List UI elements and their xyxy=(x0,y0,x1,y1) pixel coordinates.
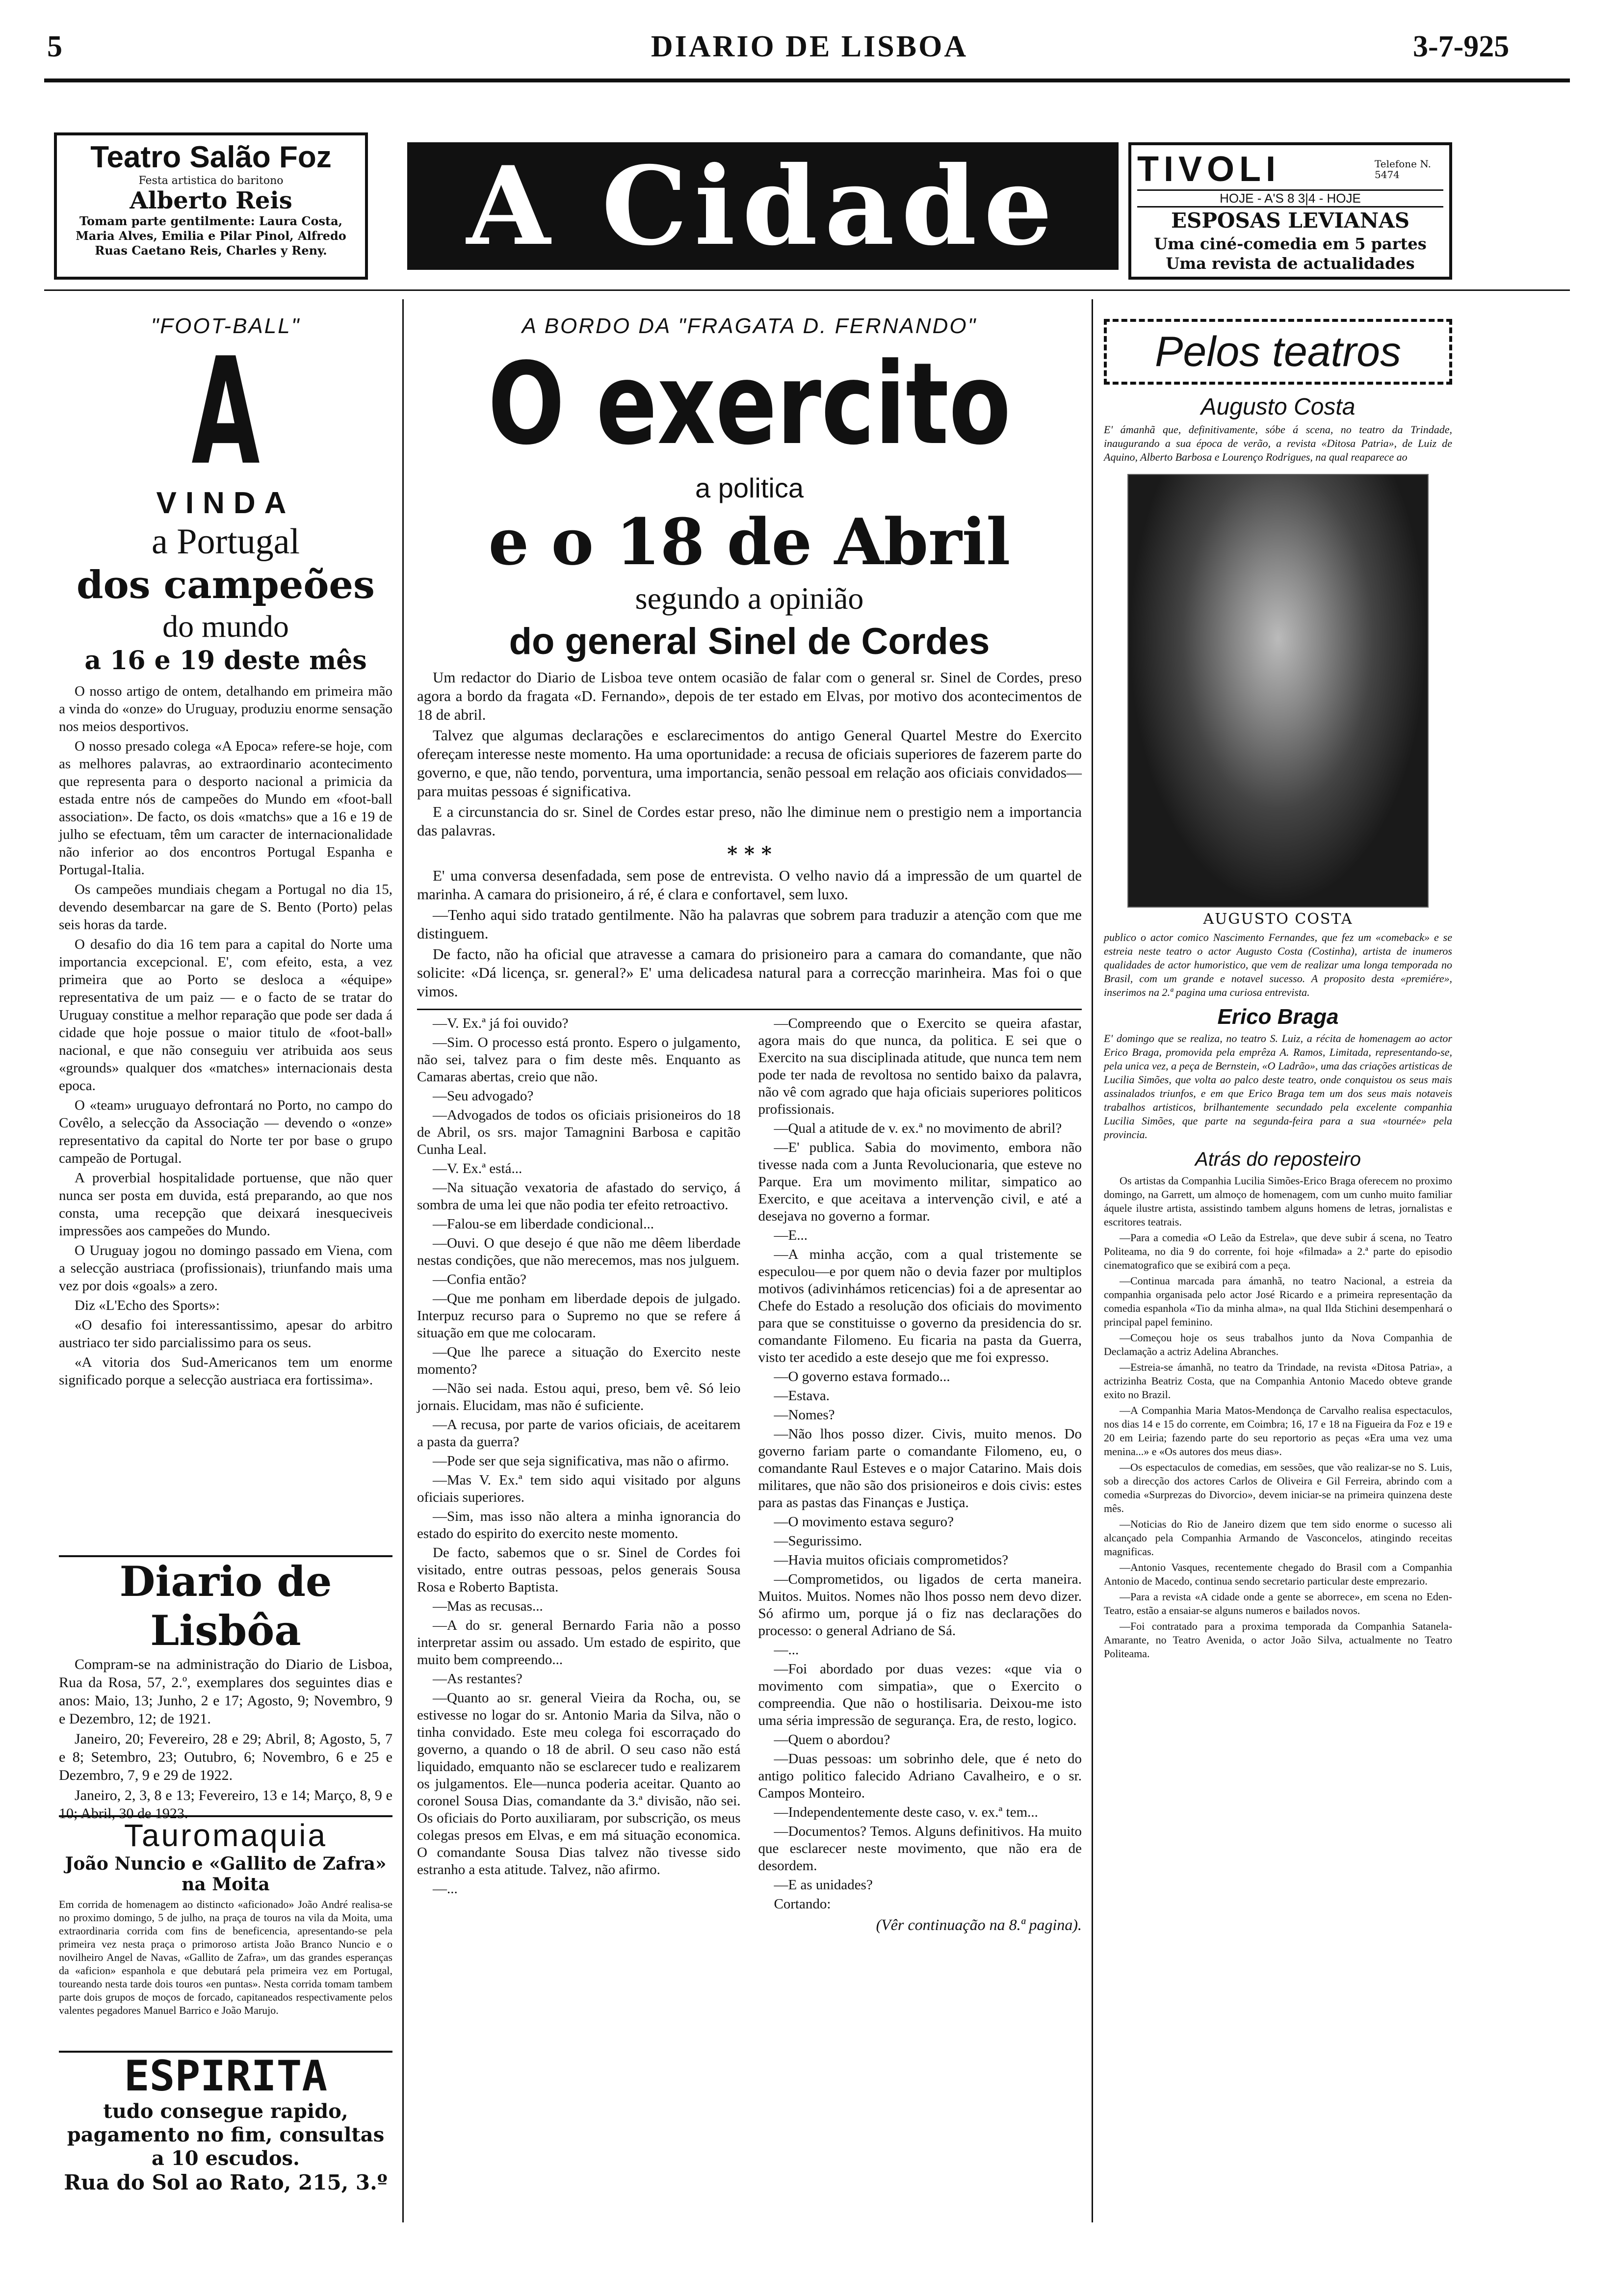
paragraph: —O governo estava formado... xyxy=(774,1369,950,1384)
article-divider xyxy=(417,1009,1082,1010)
center-column xyxy=(417,314,1082,1934)
paragraph: —Quanto ao sr. general Vieira da Rocha, ou, se estivesse no logar do sr. Antonio Maria da Silva, não o tinha convidado. Este meu colega foi escorraçado do governo, a quando o 18 de abril. O seu caso não está liquidado, emquanto não se esclarecer tudo e realizarem os julgamentos. Ele—nunca poderia aceitar. Quanto ao coronel Sousa Dias, comandante da 3.ª divisão, não sei. Os oficiais do Porto auxiliaram, por subscrição, os meus colegas presos em Elvas, e em má situação economica. O comandante Sousa Dias talvez não tivesse sido estranho a esta atitude. Talvez, não afirmo. xyxy=(417,1690,741,1878)
headline-line: do mundo xyxy=(162,609,289,644)
paragraph: —Noticias do Rio de Janeiro dizem que tem sido enorme o sucesso ali alcançado pela Companhia Armando de Vasconcelos, atingindo receitas magnificas. xyxy=(1104,1518,1452,1558)
paragraph: Os campeões mundiais chegam a Portugal no dia 15, devendo desembarcar na gare de S. Bento (Porto) pelas seis horas da tarde. xyxy=(59,882,392,933)
paragraph: —Comprometidos, ou ligados de certa maneira. Muitos. Muitos. Nomes não lhos posso nem devo dizer. Só afirmo um, porque já o fiz nas declarações do processo: o general Adriano de Sá. xyxy=(758,1571,1082,1639)
headline-deck: e o 18 de Abril xyxy=(488,504,1011,579)
paragraph: Janeiro, 2, 3, 8 e 13; Fevereiro, 13 e 14; Março, 8, 9 e 10; Abril, 30 de 1923. xyxy=(59,1787,392,1822)
subheading: Erico Braga xyxy=(1217,1005,1339,1029)
ad-line: Uma ciné-comedia em 5 partes xyxy=(1154,235,1427,253)
ad-tivoli xyxy=(1128,142,1452,280)
section-body: E' ámanhã que, definitivamente, sóbe á scena, no teatro da Trindade, inaugurando a sua época de verão, a revista «Ditosa Patria», de Luiz de Aquino, Alberto Barbosa e Lourenço Rodrigues, na qual reaparece ao xyxy=(1104,423,1452,463)
kicker: "FOOT-BALL" xyxy=(151,314,301,338)
paragraph: —As restantes? xyxy=(433,1671,522,1687)
paragraph: De facto, sabemos que o sr. Sinel de Cordes foi visitado, entre outras pessoas, pelos generais Sousa Rosa e Roberto Baptista. xyxy=(417,1545,741,1595)
ad-film: ESPOSAS LEVIANAS xyxy=(1171,209,1410,233)
paragraph: O «team» uruguayo defrontará no Porto, no campo do Covêlo, a selecção da Associação — devendo o «onze» representativo da capital do Norte ter por base o grupo campeão de Portugal. xyxy=(59,1097,392,1166)
paragraph: —A do sr. general Bernardo Faria não a posso interpretar assim ou assado. Um estado de espirito, que muito bem compreendo... xyxy=(417,1618,741,1668)
paragraph: —Foi contratado para a proxima temporada da Companhia Satanela-Amarante, no Teatro Avenida, o actor João Silva, actualmente no Teatro Politeama. xyxy=(1104,1620,1452,1660)
subheading: Atrás do reposteiro xyxy=(1195,1148,1361,1170)
paragraph: —Tenho aqui sido tratado gentilmente. Não ha palavras que sobrem para traduzir a atenção com que me distinguem. xyxy=(417,906,1082,942)
paragraph: Talvez que algumas declarações e esclarecimentos do antigo General Quartel Mestre do Exercito ofereçam interesse neste momento. Ha uma oportunidade: a recusa de oficiais superiores de fazerem parte do governo, e que, não tendo, porventura, uma importancia, senão pessoal em relação aos oficiais convidados—para muitas pessoas é significativa. xyxy=(417,727,1082,800)
page-number: 5 xyxy=(47,30,62,63)
dl-ad xyxy=(59,1555,392,1825)
headline-line: a Portugal xyxy=(151,522,300,562)
header-bottom-rule xyxy=(44,289,1570,291)
section-heading: Pelos teatros xyxy=(1104,319,1452,385)
paragraph: —V. Ex.ª já foi ouvido? xyxy=(433,1016,569,1031)
paragraph: —Falou-se em liberdade condicional... xyxy=(433,1216,654,1232)
paragraph: —E... xyxy=(774,1227,808,1243)
paragraph: O nosso presado colega «A Epoca» refere-se hoje, com as melhores palavras, ao extraordinario acontecimento que representa para o desporto nacional a primicia da estada entre nós de campeões do Mundo em «foot-ball association». De facto, os dois «matchs» que a 16 e 19 de julho se efectuam, têm um caracter de internacionalidade não inferior ao dos encontros Portugal Espanha e Portugal-Italia. xyxy=(59,738,392,878)
paragraph: —Independentemente deste caso, v. ex.ª tem... xyxy=(774,1804,1038,1820)
tauromaquia xyxy=(59,1815,392,2017)
paragraph: —Começou hoje os seus trabalhos junto da Nova Companhia de Declamação a actriz Adelina Abranches. xyxy=(1104,1331,1452,1357)
paragraph: —Havia muitos oficiais comprometidos? xyxy=(774,1552,1009,1568)
paragraph: —A minha acção, com a qual tristemente se especulou—e por quem não o devia fazer por multiplos motivos (adivinhámos reticencias) foi a de apresentar ao Chefe do Estado a resolução dos oficiais do movimento para que se constituisse o governo da presidencia do sr. comandante Filomeno. Eu ficaria na pasta da Guerra, visto ter acedido a este desejo que me foi expresso. xyxy=(758,1247,1082,1365)
headline-vinda: VINDA xyxy=(156,486,295,520)
section-sub: João Nuncio e «Gallito de Zafra» na Moita xyxy=(65,1853,387,1895)
photo-caption: AUGUSTO COSTA xyxy=(1203,911,1353,928)
ad-title: ESPIRITA xyxy=(59,2051,392,2100)
ad-artist: Alberto Reis xyxy=(130,187,292,214)
left-column xyxy=(59,314,392,1391)
paragraph: —Na situação vexatoria de afastado do serviço, á sombra de uma lei que não podia ter efeito retroactivo. xyxy=(417,1180,741,1213)
headline-deck: segundo a opinião xyxy=(635,581,864,616)
paragraph: —Seu advogado? xyxy=(433,1088,534,1104)
paragraph: —Segurissimo. xyxy=(774,1533,862,1549)
paragraph: —Qual a atitude de v. ex.ª no movimento de abril? xyxy=(774,1121,1062,1136)
ad-time: HOJE - A'S 8 3|4 - HOJE xyxy=(1137,189,1443,208)
section-body: Em corrida de homenagem ao distincto «aficionado» João André realisa-se no proximo domingo, 5 de julho, na praça de touros na vila da Moita, uma extraordinaria corrida com fins de beneficencia, apresentando-se pela primeira vez nesta praça o primoroso artista João Branco Nuncio e o novilheiro Angel de Navas, «Gallito de Zafra», um das grandes esperanças da «aficion» espanhola e que debutará pela primeira vez em Portugal, toureando nesta tarde dois touros «en puntas». Nesta corrida tomam tambem parte dois grupos de moços de forcado, capitaneados respectivamente pelos valentes pegadores Manuel Barrico e João Marujo. xyxy=(59,1898,392,2016)
paragraph: De facto, não ha oficial que atravesse a camara do prisioneiro para a camara do comandante, que não solicite: «Dá licença, sr. general?» E' uma delicadesa natural para a correcção marinheira. Mas foi o que vimos. xyxy=(417,945,1082,1000)
paragraph: —A Companhia Maria Matos-Mendonça de Carvalho realisa espectaculos, nos dias 14 e 15 do corrente, em Coimbra; 16, 17 e 18 na Figueira da Foz e 19 e 20 em Leiria; fazendo parte do seu reportorio as peças «Era uma vez uma menina...» e «Os autores dos meus dias». xyxy=(1104,1404,1452,1458)
paragraph: —Antonio Vasques, recentemente chegado do Brasil com a Companhia Antonio de Macedo, continua sendo secretario particular deste emprezario. xyxy=(1104,1561,1452,1587)
kicker: A BORDO DA "FRAGATA D. FERNANDO" xyxy=(522,314,977,338)
paragraph: Compram-se na administração do Diario de Lisboa, Rua da Rosa, 57, 2.º, exemplares dos seguintes dias e anos: Maio, 13; Junho, 2 e 17; Agosto, 9; Novembro, 9 e Dezembro, 12; de 1921. xyxy=(59,1656,392,1727)
paragraph: —Advogados de todos os oficiais prisioneiros do 18 de Abril, os srs. major Tamagnini Barbosa e capitão Cunha Leal. xyxy=(417,1107,741,1157)
paragraph: —Sim, mas isso não altera a minha ignorancia do estado do espirito do exercito neste momento. xyxy=(417,1509,741,1541)
paragraph: —Mas V. Ex.ª tem sido aqui visitado por alguns oficiais superiores. xyxy=(417,1472,741,1505)
portrait-photo xyxy=(1127,474,1429,908)
paragraph: —E' publica. Sabia do movimento, embora não tivesse nada com a Junta Revolucionaria, que esteve no Parque. Era um movimento militar, simpatico ao Exercito, e que aceitava a intervenção civil, e até a desejava no governo a formar. xyxy=(758,1140,1082,1224)
paragraph: —E as unidades? xyxy=(774,1877,873,1893)
paragraph: E a circunstancia do sr. Sinel de Cordes estar preso, não lhe diminue nem o prestigio nem a importancia das palavras. xyxy=(417,803,1082,839)
paragraph: Os artistas da Companhia Lucilia Simões-Erico Braga oferecem no proximo domingo, na Garrett, um almoço de homenagem, com um cunho muito familiar áquele ilustre artista, assistindo tambem alguns homens de letras, jornalistas e escritores teatrais. xyxy=(1104,1174,1452,1228)
headline-deck: a politica xyxy=(695,472,804,503)
paragraph: Um redactor do Diario de Lisboa teve ontem ocasião de falar com o general sr. Sinel de Cordes, preso agora a bordo da fragata «D. Fernando», depois de ter estado em Elvas, por motivo dos acontecimentos de 18 de abril. xyxy=(417,669,1082,723)
paragraph: —Sim. O processo está pronto. Espero o julgamento, não sei, talvez para o fim deste mês. Enquanto as Camaras abertas, creio que não. xyxy=(417,1035,741,1085)
article-intro-2 xyxy=(417,866,1082,1001)
right-column xyxy=(1104,319,1452,1663)
ad-line: Festa artistica do baritono xyxy=(138,175,284,187)
ad-details: Tomam parte gentilmente: Laura Costa, Maria Alves, Emilia e Pilar Pinol, Alfredo Ruas Caetano Reis, Charles y Reny. xyxy=(76,214,346,258)
ad-line: Uma revista de actualidades xyxy=(1166,254,1415,273)
paragraph: —Foi abordado por duas vezes: «que via o movimento com simpatia», que o Exercito o compreendia. Que não o hostilisaria. Deixou-me isto uma séria impressão de segurança. Era, de resto, logico. xyxy=(758,1661,1082,1728)
paragraph: —Pode ser que seja significativa, mas não o afirmo. xyxy=(433,1453,730,1469)
section-title: Tauromaquia xyxy=(59,1815,392,1853)
ad-title: TIVOLI xyxy=(1137,150,1280,189)
section-body: publico o actor comico Nascimento Fernandes, que fez um «comeback» e se estreia neste teatro o actor Augusto Costa (Costinha), artista de inumeros qualidades de actor humoristico, que vem de realizar uma longa temporada no Brasil, com um grande e notavel sucesso. A proposito desta «premiére», inserimos na 2.ª pagina uma curiosa entrevista. xyxy=(1104,931,1452,998)
paragraph: A proverbial hospitalidade portuense, que não quer nunca ser posta em duvida, está preparando, ao que nos consta, uma recepção que deixará inesqueciveis impressões aos campeões do Mundo. xyxy=(59,1170,392,1239)
paragraph: «O desafio foi interessantissimo, apesar do arbitro austriaco ter sido parcialissimo para os seus. xyxy=(59,1317,392,1351)
paragraph: —Para a comedia «O Leão da Estrela», que deve subir á scena, no Teatro Politeama, no dia 9 do corrente, foi hoje «filmada» a 2.ª parte do episodio cinematografico que se exibirá com a peça. xyxy=(1104,1231,1452,1271)
dl-logo: Diario de Lisbôa xyxy=(59,1555,392,1655)
ad-line: Rua do Sol ao Rato, 215, 3.º xyxy=(64,2170,388,2194)
paragraph: —V. Ex.ª está... xyxy=(433,1161,522,1176)
paragraph: —Mas as recusas... xyxy=(433,1598,543,1614)
ad-teatro-foz xyxy=(54,132,368,280)
paragraph: —O movimento estava seguro? xyxy=(774,1514,954,1530)
paragraph: —Quem o abordou? xyxy=(774,1732,890,1748)
paragraph: —Documentos? Temos. Alguns definitivos. Ha muito que esclarecer neste movimento, que não era de desordem. xyxy=(758,1824,1082,1874)
paragraph: —Para a revista «A cidade onde a gente se aborrece», em scena no Eden-Teatro, estão a ensaiar-se alguns numeros e bailados novos. xyxy=(1104,1591,1452,1617)
paragraph: O nosso artigo de ontem, detalhando em primeira mão a vinda do «onze» do Uruguay, produziu enorme sensação nos meios desportivos. xyxy=(59,683,392,734)
headline-big-a: A xyxy=(191,326,260,497)
paragraph: —Confia então? xyxy=(433,1272,526,1287)
paragraph: Janeiro, 20; Fevereiro, 28 e 29; Abril, 8; Agosto, 5, 7 e 8; Setembro, 23; Outubro, 6; Novembro, 6 e 25 e Dezembro, 7, 9 e 29 de 1922. xyxy=(59,1731,392,1783)
subheading: Augusto Costa xyxy=(1200,394,1356,420)
paragraph: —Que lhe parece a situação do Exercito neste momento? xyxy=(417,1344,741,1377)
paragraph: —Ouvi. O que desejo é que não me dêem liberdade nestas condições, que não merecemos, mas nos julguem. xyxy=(417,1235,741,1268)
headline-line: a 16 e 19 deste mês xyxy=(84,646,367,676)
headline-main: O exercito xyxy=(488,339,1011,470)
section-body xyxy=(1104,1174,1452,1661)
ad-title: Teatro Salão Foz xyxy=(90,140,332,174)
newspaper-name: DIARIO DE LISBOA xyxy=(651,30,968,63)
paragraph: —A recusa, por parte de varios oficiais, de aceitarem a pasta da guerra? xyxy=(417,1417,741,1450)
paragraph: —Compreendo que o Exercito se queira afastar, agora mais do que nunca, da politica. E sei que o Exercito na sua disciplinada atitude, que nunca tem nem pode ter nada de revoltosa no sentido baixo da palavra, não vê com agrado que haja oficiais superiores politicos profissionais. xyxy=(758,1016,1082,1117)
paragraph: O desafio do dia 16 tem para a capital do Norte uma importancia excepcional. E', com efeito, esta, a vez primeira que ao Porto se desloca a «équipe» representativa de um paiz — e o facto de se tratar do Uruguay constitue a melhor reparação que pode ser dada á cidade que hoje possue o maior titulo de «foot-ball» nacional, e que não conseguiu ver atribuida aos seus «grounds» qualquer dos «matches» internacionais desta epoca. xyxy=(59,937,392,1094)
paragraph: —Duas pessoas: um sobrinho dele, que é neto do antigo politico falecido Adriano Cavalheiro, e o sr. Campos Monteiro. xyxy=(758,1751,1082,1801)
separator-stars: * * * xyxy=(727,842,772,865)
headline-deck: do general Sinel de Cordes xyxy=(509,621,990,662)
ad-phone: Telefone N. 5474 xyxy=(1375,158,1431,181)
ad-line: tudo consegue rapido, pagamento no fim, consultas a 10 escudos. xyxy=(67,2100,385,2170)
paragraph: Diz «L'Echo des Sports»: xyxy=(75,1298,220,1313)
paragraph: O Uruguay jogou no domingo passado em Viena, com a selecção austriaca (profissionais), triunfando mais uma vez por dois «goals» a zero. xyxy=(59,1243,392,1294)
article-intro xyxy=(417,668,1082,840)
paragraph: —Continua marcada para ámanhã, no teatro Nacional, a estreia da companhia organisada pelo actor José Ricardo e a primeira representação da comedia espanhola «Tio da minha alma», na qual Ilda Stichini desempenhará o principal papel feminino. xyxy=(1104,1275,1452,1328)
paragraph: —... xyxy=(774,1642,799,1658)
paragraph: «A vitoria dos Sud-Americanos tem um enorme significado porque a selecção austriaca era fortissima». xyxy=(59,1355,392,1388)
paragraph: —Não lhos posso dizer. Civis, muito menos. Do governo fariam parte o comandante Filomeno, eu, o comandante Raul Esteves e o major Catarino. Mais dois militares, que não são dos prisioneiros e dois civis: estes para as pastas das Finanças e Justiça. xyxy=(758,1426,1082,1511)
article-body xyxy=(59,682,392,1389)
paragraph: —Nomes? xyxy=(774,1407,835,1423)
paragraph: —Não sei nada. Estou aqui, preso, bem vê. Só leio jornais. Elucidam, mas não é suficiente. xyxy=(417,1381,741,1413)
ad-espirita xyxy=(59,2051,392,2195)
paragraph: —... xyxy=(433,1881,458,1897)
paragraph: —Estava. xyxy=(774,1388,830,1404)
continuation-note: (Vêr continuação na 8.ª pagina). xyxy=(876,1916,1082,1933)
top-rule xyxy=(44,78,1570,82)
headline-line: dos campeões xyxy=(77,563,375,607)
paragraph: —Estreia-se ámanhã, no teatro da Trindade, na revista «Ditosa Patria», a actrizinha Beatriz Costa, que na Companhia Antonio Macedo obteve grande exito no Brazil. xyxy=(1104,1361,1452,1401)
dl-ad-body xyxy=(59,1655,392,1823)
paragraph: —Os espectaculos de comedias, em sessões, que vão realizar-se no S. Luis, sob a direcção dos actores Carlos de Oliveira e Gil Ferreira, abrindo com a comedia «Surprezas do Divorcio», devem iniciar-se na primeira quinzena deste mês. xyxy=(1104,1461,1452,1514)
paragraph: Cortando: xyxy=(774,1896,831,1912)
column-divider xyxy=(1092,299,1093,2222)
interview-columns xyxy=(417,1015,1082,1913)
logo-a-cidade: A Cidade xyxy=(407,142,1119,270)
issue-date: 3-7-925 xyxy=(1413,30,1510,63)
section-body: E' domingo que se realiza, no teatro S. Luiz, a récita de homenagem ao actor Erico Braga, promovida pela emprêza A. Ramos, Limitada, representando-se, pela unica vez, a peça de Bernstein, «O Ladrão», uma das criações artisticas de Lucilia Simões, que volta ao palco deste teatro, onde conquistou os seus mais assinalados triunfos, e em que Erico Braga tem um dos seus mais notaveis trabalhos artisticos, brilhantemente secundado pela excelente companhia Lucilia Simões, que parte na segunda-feira para a sua «tournée» pela provincia. xyxy=(1104,1032,1452,1141)
paragraph: —Que me ponham em liberdade depois de julgado. Interpuz recurso para o Supremo no que se refere á situação em que me colocaram. xyxy=(417,1291,741,1341)
column-divider xyxy=(402,299,404,2222)
paragraph: E' uma conversa desenfadada, sem pose de entrevista. O velho navio dá a impressão de um quartel de marinha. A camara do prisioneiro, á ré, é clara e confortavel, sem luxo. xyxy=(417,867,1082,903)
